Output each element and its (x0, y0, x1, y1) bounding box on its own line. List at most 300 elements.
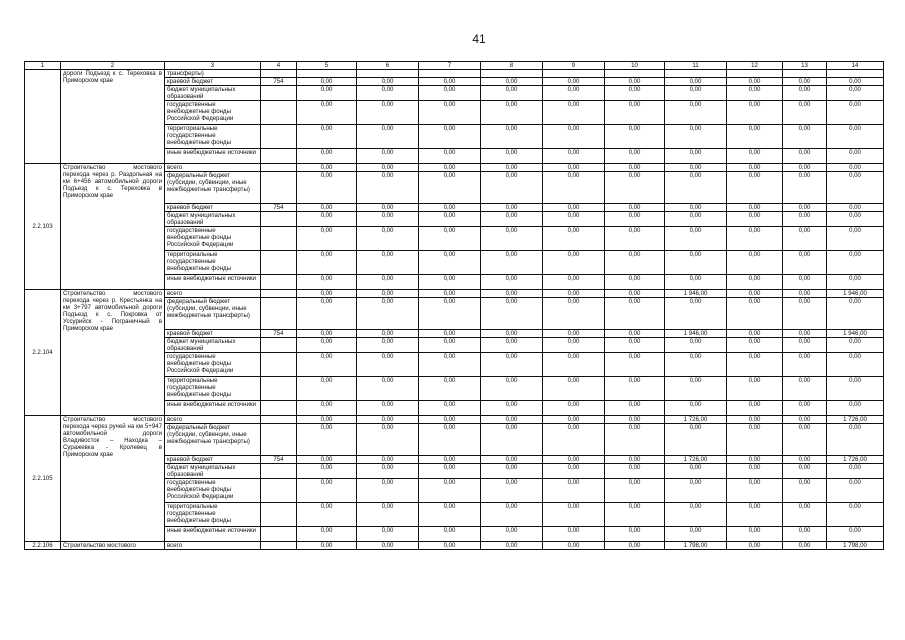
amount-cell: 0,00 (481, 353, 543, 377)
amount-cell: 0,00 (297, 125, 357, 149)
amount-cell: 0,00 (727, 353, 783, 377)
amount-cell: 0,00 (605, 338, 665, 353)
amount-cell: 0,00 (297, 275, 357, 290)
amount-cell: 0,00 (665, 424, 727, 456)
amount-cell: 0,00 (419, 212, 481, 227)
amount-cell: 0,00 (357, 479, 419, 503)
amount-cell: 0,00 (357, 149, 419, 164)
amount-cell: 0,00 (357, 298, 419, 330)
amount-cell: 1 726,00 (827, 456, 884, 464)
amount-cell: 0,00 (827, 338, 884, 353)
funding-source: всего (165, 290, 261, 298)
amount-cell (783, 70, 827, 78)
amount-cell: 0,00 (357, 527, 419, 542)
amount-cell: 0,00 (827, 298, 884, 330)
amount-cell: 0,00 (605, 503, 665, 527)
table-row (25, 542, 884, 550)
amount-cell: 0,00 (357, 464, 419, 479)
amount-cell: 0,00 (481, 424, 543, 456)
amount-cell: 0,00 (665, 298, 727, 330)
amount-cell: 0,00 (727, 401, 783, 416)
amount-cell: 0,00 (605, 164, 665, 172)
header-cell: 5 (297, 62, 357, 70)
amount-cell: 0,00 (665, 78, 727, 86)
header-cell: 13 (783, 62, 827, 70)
admin-code (261, 101, 297, 125)
admin-code (261, 416, 297, 424)
amount-cell: 0,00 (727, 464, 783, 479)
amount-cell: 0,00 (727, 290, 783, 298)
amount-cell: 0,00 (297, 338, 357, 353)
amount-cell: 0,00 (783, 149, 827, 164)
amount-cell: 0,00 (783, 464, 827, 479)
header-cell: 4 (261, 62, 297, 70)
amount-cell: 0,00 (543, 424, 605, 456)
funding-source: всего (165, 542, 261, 550)
amount-cell: 0,00 (543, 353, 605, 377)
amount-cell: 0,00 (481, 86, 543, 101)
amount-cell: 0,00 (605, 125, 665, 149)
funding-source: федеральный бюджет (субсидии, субвенции, иные межбюджетные трансферты) (165, 298, 261, 330)
amount-cell: 0,00 (481, 542, 543, 550)
funding-source: краевой бюджет (165, 204, 261, 212)
amount-cell: 0,00 (357, 503, 419, 527)
amount-cell: 0,00 (783, 416, 827, 424)
amount-cell: 1 798,00 (827, 542, 884, 550)
admin-code (261, 164, 297, 172)
item-number: 2.2.103 (25, 164, 61, 290)
amount-cell: 0,00 (827, 227, 884, 251)
amount-cell: 0,00 (605, 227, 665, 251)
amount-cell: 0,00 (665, 212, 727, 227)
amount-cell: 0,00 (605, 330, 665, 338)
amount-cell (543, 70, 605, 78)
amount-cell: 0,00 (783, 542, 827, 550)
amount-cell: 0,00 (783, 479, 827, 503)
amount-cell: 0,00 (605, 416, 665, 424)
admin-code: 754 (261, 456, 297, 464)
amount-cell: 0,00 (727, 503, 783, 527)
amount-cell: 0,00 (665, 204, 727, 212)
amount-cell: 0,00 (727, 172, 783, 204)
admin-code (261, 353, 297, 377)
amount-cell: 0,00 (827, 275, 884, 290)
amount-cell: 0,00 (665, 479, 727, 503)
amount-cell: 0,00 (783, 401, 827, 416)
amount-cell: 0,00 (357, 377, 419, 401)
admin-code (261, 479, 297, 503)
amount-cell: 0,00 (419, 275, 481, 290)
amount-cell: 0,00 (297, 251, 357, 275)
item-name: Строительство мостового перехода через ручей на км 5+947 автомобильной дороги Владивосток – Находка – Суражевка - Кролевец в Приморском крае (61, 416, 165, 542)
amount-cell: 0,00 (357, 101, 419, 125)
item-name: Строительство мостового (61, 542, 165, 550)
amount-cell: 0,00 (727, 227, 783, 251)
amount-cell: 0,00 (543, 86, 605, 101)
amount-cell: 0,00 (727, 149, 783, 164)
amount-cell: 0,00 (357, 125, 419, 149)
amount-cell: 0,00 (481, 503, 543, 527)
amount-cell: 0,00 (783, 78, 827, 86)
amount-cell: 0,00 (357, 212, 419, 227)
amount-cell: 0,00 (419, 527, 481, 542)
amount-cell: 0,00 (419, 416, 481, 424)
admin-code (261, 424, 297, 456)
funding-source: краевой бюджет (165, 456, 261, 464)
amount-cell: 0,00 (727, 338, 783, 353)
amount-cell: 0,00 (727, 456, 783, 464)
amount-cell: 0,00 (543, 298, 605, 330)
amount-cell: 0,00 (783, 456, 827, 464)
header-cell: 8 (481, 62, 543, 70)
amount-cell: 1 946,00 (827, 330, 884, 338)
amount-cell: 0,00 (783, 204, 827, 212)
amount-cell: 0,00 (783, 298, 827, 330)
funding-source: иные внебюджетные источники (165, 275, 261, 290)
page-number: 41 (472, 32, 486, 46)
amount-cell: 0,00 (297, 479, 357, 503)
header-row (25, 62, 884, 70)
funding-source: государственные внебюджетные фонды Российской Федерации (165, 479, 261, 503)
amount-cell: 0,00 (605, 353, 665, 377)
amount-cell: 0,00 (481, 251, 543, 275)
amount-cell (357, 70, 419, 78)
amount-cell: 0,00 (665, 353, 727, 377)
amount-cell: 0,00 (297, 353, 357, 377)
amount-cell: 0,00 (783, 330, 827, 338)
amount-cell: 1 946,00 (665, 290, 727, 298)
amount-cell: 0,00 (419, 456, 481, 464)
admin-code (261, 125, 297, 149)
header-cell: 10 (605, 62, 665, 70)
funding-source: краевой бюджет (165, 78, 261, 86)
item-name: дороги Подъезд к с. Тереховка в Приморском крае (61, 70, 165, 164)
amount-cell: 0,00 (727, 298, 783, 330)
amount-cell: 1 726,00 (665, 456, 727, 464)
header-cell: 3 (165, 62, 261, 70)
amount-cell: 0,00 (605, 275, 665, 290)
amount-cell: 0,00 (297, 416, 357, 424)
amount-cell: 0,00 (297, 172, 357, 204)
amount-cell: 0,00 (827, 212, 884, 227)
amount-cell: 0,00 (605, 290, 665, 298)
amount-cell: 0,00 (297, 101, 357, 125)
amount-cell: 0,00 (481, 330, 543, 338)
amount-cell: 0,00 (605, 298, 665, 330)
admin-code (261, 251, 297, 275)
budget-table (24, 61, 884, 550)
amount-cell: 0,00 (727, 424, 783, 456)
amount-cell: 0,00 (827, 101, 884, 125)
amount-cell: 0,00 (783, 125, 827, 149)
amount-cell: 0,00 (783, 424, 827, 456)
amount-cell: 1 798,00 (665, 542, 727, 550)
amount-cell: 0,00 (727, 101, 783, 125)
amount-cell: 0,00 (297, 330, 357, 338)
amount-cell: 0,00 (783, 172, 827, 204)
funding-source: иные внебюджетные источники (165, 527, 261, 542)
amount-cell: 0,00 (783, 503, 827, 527)
amount-cell: 0,00 (419, 424, 481, 456)
funding-source: федеральный бюджет (субсидии, субвенции, иные межбюджетные трансферты) (165, 424, 261, 456)
amount-cell: 0,00 (827, 424, 884, 456)
amount-cell: 0,00 (727, 125, 783, 149)
amount-cell: 0,00 (783, 377, 827, 401)
item-number (25, 70, 61, 164)
amount-cell: 0,00 (827, 479, 884, 503)
funding-source: бюджет муниципальных образований (165, 338, 261, 353)
amount-cell: 0,00 (297, 377, 357, 401)
amount-cell: 0,00 (665, 86, 727, 101)
amount-cell: 0,00 (727, 479, 783, 503)
amount-cell: 0,00 (481, 227, 543, 251)
amount-cell: 0,00 (543, 479, 605, 503)
amount-cell: 0,00 (419, 464, 481, 479)
amount-cell: 0,00 (297, 149, 357, 164)
amount-cell: 0,00 (665, 172, 727, 204)
amount-cell (419, 70, 481, 78)
amount-cell (827, 70, 884, 78)
amount-cell: 0,00 (419, 204, 481, 212)
amount-cell: 0,00 (297, 212, 357, 227)
amount-cell: 0,00 (543, 164, 605, 172)
funding-source: трансферты) (165, 70, 261, 78)
table-row (25, 164, 884, 172)
amount-cell: 0,00 (827, 527, 884, 542)
amount-cell: 0,00 (605, 456, 665, 464)
amount-cell: 0,00 (481, 456, 543, 464)
amount-cell: 0,00 (543, 456, 605, 464)
amount-cell: 0,00 (357, 227, 419, 251)
amount-cell (297, 70, 357, 78)
amount-cell: 0,00 (481, 401, 543, 416)
amount-cell: 0,00 (357, 330, 419, 338)
admin-code (261, 377, 297, 401)
amount-cell: 0,00 (357, 204, 419, 212)
amount-cell: 0,00 (419, 290, 481, 298)
admin-code (261, 527, 297, 542)
amount-cell: 0,00 (357, 416, 419, 424)
amount-cell: 1 946,00 (827, 290, 884, 298)
amount-cell: 0,00 (419, 479, 481, 503)
amount-cell: 0,00 (357, 78, 419, 86)
amount-cell: 0,00 (357, 401, 419, 416)
amount-cell: 0,00 (481, 172, 543, 204)
amount-cell: 0,00 (419, 227, 481, 251)
item-number: 2.2.105 (25, 416, 61, 542)
amount-cell: 0,00 (357, 275, 419, 290)
amount-cell: 0,00 (543, 125, 605, 149)
amount-cell: 0,00 (665, 251, 727, 275)
amount-cell: 0,00 (543, 527, 605, 542)
amount-cell: 0,00 (827, 251, 884, 275)
amount-cell: 0,00 (665, 503, 727, 527)
amount-cell: 0,00 (827, 149, 884, 164)
amount-cell: 0,00 (419, 330, 481, 338)
amount-cell: 0,00 (481, 164, 543, 172)
admin-code: 754 (261, 78, 297, 86)
amount-cell: 0,00 (827, 353, 884, 377)
funding-source: территориальные государственные внебюджетные фонды (165, 377, 261, 401)
amount-cell: 0,00 (543, 542, 605, 550)
amount-cell: 0,00 (481, 464, 543, 479)
amount-cell: 0,00 (481, 78, 543, 86)
amount-cell: 0,00 (543, 416, 605, 424)
amount-cell: 0,00 (297, 204, 357, 212)
amount-cell: 0,00 (297, 424, 357, 456)
funding-source: государственные внебюджетные фонды Российской Федерации (165, 101, 261, 125)
amount-cell: 0,00 (481, 275, 543, 290)
amount-cell: 0,00 (481, 479, 543, 503)
amount-cell: 0,00 (543, 204, 605, 212)
amount-cell (605, 70, 665, 78)
item-name: Строительство мостового перехода через р. Крестьянка на км 3+797 автомобильной дороги Подъезд к с. Покровка от Уссурийск - Пограничный в Приморском крае (61, 290, 165, 416)
amount-cell: 0,00 (357, 338, 419, 353)
header-cell: 9 (543, 62, 605, 70)
amount-cell: 0,00 (827, 204, 884, 212)
amount-cell: 0,00 (605, 172, 665, 204)
funding-source: государственные внебюджетные фонды Российской Федерации (165, 227, 261, 251)
amount-cell: 0,00 (605, 101, 665, 125)
admin-code (261, 149, 297, 164)
amount-cell: 0,00 (605, 212, 665, 227)
amount-cell: 0,00 (783, 275, 827, 290)
amount-cell: 0,00 (357, 456, 419, 464)
admin-code (261, 70, 297, 78)
amount-cell: 0,00 (481, 149, 543, 164)
amount-cell: 0,00 (665, 227, 727, 251)
amount-cell: 0,00 (783, 338, 827, 353)
amount-cell: 0,00 (419, 172, 481, 204)
amount-cell: 0,00 (605, 479, 665, 503)
amount-cell: 0,00 (481, 125, 543, 149)
amount-cell: 0,00 (543, 149, 605, 164)
amount-cell: 0,00 (357, 353, 419, 377)
amount-cell: 0,00 (543, 227, 605, 251)
amount-cell: 0,00 (727, 377, 783, 401)
amount-cell: 0,00 (727, 527, 783, 542)
header-cell: 2 (61, 62, 165, 70)
amount-cell: 0,00 (419, 338, 481, 353)
funding-source: всего (165, 416, 261, 424)
amount-cell: 1 726,00 (827, 416, 884, 424)
amount-cell: 0,00 (783, 212, 827, 227)
amount-cell: 0,00 (605, 424, 665, 456)
header-cell: 7 (419, 62, 481, 70)
amount-cell: 0,00 (297, 542, 357, 550)
amount-cell: 0,00 (419, 86, 481, 101)
table-row (25, 290, 884, 298)
amount-cell: 0,00 (543, 401, 605, 416)
amount-cell: 0,00 (605, 527, 665, 542)
amount-cell: 0,00 (665, 149, 727, 164)
header-cell: 6 (357, 62, 419, 70)
admin-code: 754 (261, 204, 297, 212)
amount-cell: 0,00 (543, 251, 605, 275)
amount-cell: 0,00 (727, 212, 783, 227)
amount-cell: 0,00 (481, 212, 543, 227)
admin-code (261, 298, 297, 330)
table-row (25, 416, 884, 424)
amount-cell: 0,00 (783, 251, 827, 275)
funding-source: бюджет муниципальных образований (165, 86, 261, 101)
admin-code (261, 172, 297, 204)
amount-cell: 0,00 (605, 78, 665, 86)
amount-cell: 0,00 (297, 401, 357, 416)
amount-cell: 0,00 (419, 542, 481, 550)
amount-cell: 0,00 (827, 125, 884, 149)
funding-source: федеральный бюджет (субсидии, субвенции, иные межбюджетные трансферты) (165, 172, 261, 204)
header-cell: 12 (727, 62, 783, 70)
amount-cell: 0,00 (481, 377, 543, 401)
amount-cell: 0,00 (605, 251, 665, 275)
amount-cell: 0,00 (297, 298, 357, 330)
item-name: Строительство мостового перехода через р. Раздольная на км 6+456 автомобильной дороги Подъезд к с. Тереховка в Приморском крае (61, 164, 165, 290)
amount-cell: 0,00 (543, 503, 605, 527)
amount-cell: 0,00 (357, 86, 419, 101)
amount-cell: 0,00 (297, 503, 357, 527)
amount-cell: 0,00 (727, 78, 783, 86)
amount-cell: 0,00 (419, 125, 481, 149)
amount-cell: 0,00 (419, 298, 481, 330)
amount-cell (481, 70, 543, 78)
amount-cell: 0,00 (665, 338, 727, 353)
amount-cell: 0,00 (297, 78, 357, 86)
amount-cell: 0,00 (665, 401, 727, 416)
amount-cell: 0,00 (727, 86, 783, 101)
amount-cell: 1 946,00 (665, 330, 727, 338)
amount-cell: 0,00 (827, 503, 884, 527)
amount-cell: 0,00 (481, 204, 543, 212)
amount-cell: 0,00 (419, 101, 481, 125)
amount-cell: 0,00 (481, 527, 543, 542)
amount-cell: 0,00 (419, 78, 481, 86)
amount-cell: 0,00 (543, 330, 605, 338)
admin-code: 754 (261, 330, 297, 338)
amount-cell: 0,00 (419, 149, 481, 164)
item-number: 2.2.104 (25, 290, 61, 416)
admin-code (261, 212, 297, 227)
amount-cell: 0,00 (481, 101, 543, 125)
funding-source: территориальные государственные внебюджетные фонды (165, 125, 261, 149)
amount-cell: 0,00 (419, 377, 481, 401)
amount-cell: 0,00 (727, 164, 783, 172)
amount-cell: 0,00 (727, 204, 783, 212)
admin-code (261, 464, 297, 479)
amount-cell: 0,00 (297, 164, 357, 172)
amount-cell: 0,00 (543, 338, 605, 353)
amount-cell: 0,00 (727, 416, 783, 424)
amount-cell: 0,00 (357, 172, 419, 204)
amount-cell: 0,00 (827, 464, 884, 479)
amount-cell: 0,00 (297, 527, 357, 542)
funding-source: иные внебюджетные источники (165, 149, 261, 164)
funding-source: территориальные государственные внебюджетные фонды (165, 503, 261, 527)
amount-cell: 0,00 (665, 101, 727, 125)
amount-cell: 0,00 (783, 353, 827, 377)
funding-source: бюджет муниципальных образований (165, 464, 261, 479)
amount-cell: 0,00 (665, 527, 727, 542)
amount-cell: 0,00 (605, 149, 665, 164)
amount-cell: 0,00 (827, 78, 884, 86)
amount-cell: 0,00 (827, 164, 884, 172)
funding-source: иные внебюджетные источники (165, 401, 261, 416)
table-row (25, 70, 884, 78)
amount-cell: 0,00 (357, 424, 419, 456)
amount-cell: 0,00 (419, 503, 481, 527)
amount-cell: 0,00 (543, 78, 605, 86)
amount-cell: 0,00 (543, 377, 605, 401)
